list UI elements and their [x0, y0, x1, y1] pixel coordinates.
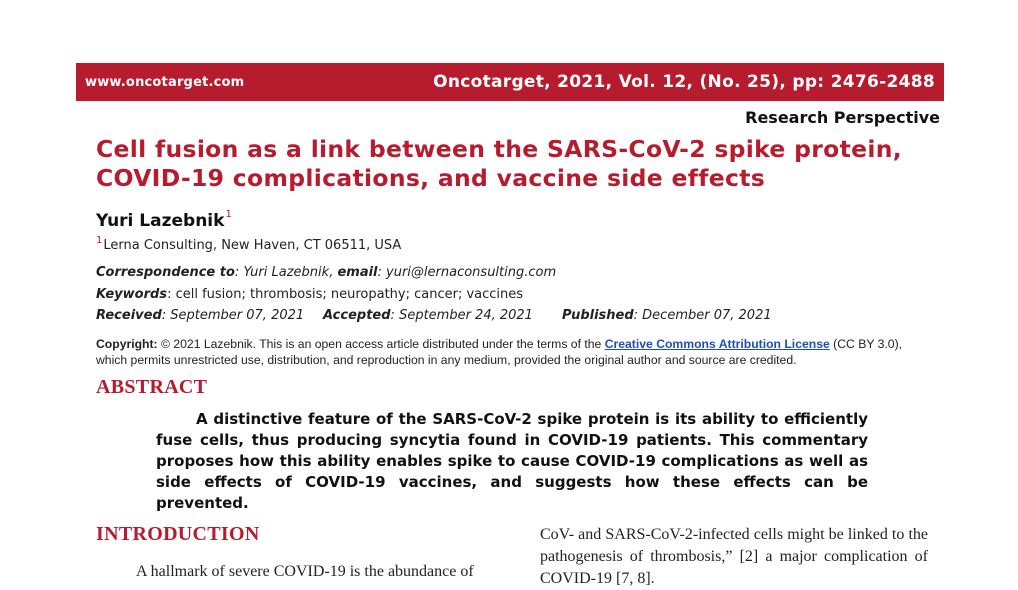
abstract-text: A distinctive feature of the SARS-CoV-2 spike protein is its ability to efficiently fuse cells, thus producing syncytia found in COVID-19 patients. This commentary proposes how this ability enables spike to cause COVID-19 complications as well as side effects of COVID-19 vaccines, and suggests how these effects can be prevented. [156, 410, 868, 512]
accepted-date: Accepted: September 24, 2021 [323, 308, 533, 323]
abstract-heading: ABSTRACT [96, 376, 208, 398]
published-date: Published: December 07, 2021 [562, 308, 772, 323]
accepted-label: Accepted [323, 308, 391, 323]
correspondence-email[interactable]: yuri@lernaconsulting.com [386, 265, 557, 280]
published-label: Published [562, 308, 634, 323]
author [96, 211, 232, 231]
author-name: Yuri Lazebnik [96, 211, 225, 231]
keywords-line: Keywords: cell fusion; thrombosis; neuropathy; cancer; vaccines [96, 287, 524, 302]
accepted-value: September 24, 2021 [399, 308, 533, 323]
correspondence-name: Yuri Lazebnik [243, 265, 330, 280]
email-label: email [337, 265, 378, 280]
article-type: Research Perspective [745, 108, 940, 127]
copyright-notice [96, 336, 926, 368]
affiliation-marker: 1 [96, 235, 103, 246]
journal-citation: Oncotarget, 2021, Vol. 12, (No. 25), pp: 2476-2488 [433, 72, 935, 92]
correspondence-label: Correspondence to [96, 265, 235, 280]
published-value: December 07, 2021 [642, 308, 772, 323]
abstract-body [156, 409, 868, 514]
received-date: Received: September 07, 2021 [96, 308, 305, 323]
introduction-heading: INTRODUCTION [96, 523, 260, 545]
keywords-label: Keywords [96, 287, 168, 302]
introduction-right-column-text: CoV- and SARS-CoV-2-infected cells might be linked to the pathogenesis of thrombosis,” [2] a major complication of COVID-19 [7, 8]. [540, 526, 928, 587]
article-title: Cell fusion as a link between the SARS-CoV-2 spike protein, COVID-19 complications, and vaccine side effects [96, 135, 902, 192]
correspondence-line: Correspondence to: Yuri Lazebnik, email: yuri@lernaconsulting.com [96, 265, 557, 280]
journal-url-link[interactable]: www.oncotarget.com [85, 74, 245, 90]
affiliation-text: Lerna Consulting, New Haven, CT 06511, USA [103, 238, 402, 253]
copyright-text: © 2021 Lazebnik. This is an open access article distributed under the terms of the [161, 337, 602, 351]
copyright-label: Copyright: [96, 337, 158, 351]
author-affiliation-marker: 1 [225, 209, 232, 220]
keywords-text: cell fusion; thrombosis; neuropathy; cancer; vaccines [175, 287, 524, 302]
introduction-left-column-text: A hallmark of severe COVID-19 is the abundance of [136, 563, 474, 580]
journal-header-bar [76, 63, 944, 101]
affiliation [96, 235, 402, 253]
license-link[interactable]: Creative Commons Attribution License [604, 337, 830, 351]
copyright-text-continued: (CC BY 3.0), which permits unrestricted use, distribution, and reproduction in any medium, provided the original author and source are credited. [96, 337, 903, 367]
received-value: September 07, 2021 [170, 308, 305, 323]
received-label: Received [96, 308, 162, 323]
